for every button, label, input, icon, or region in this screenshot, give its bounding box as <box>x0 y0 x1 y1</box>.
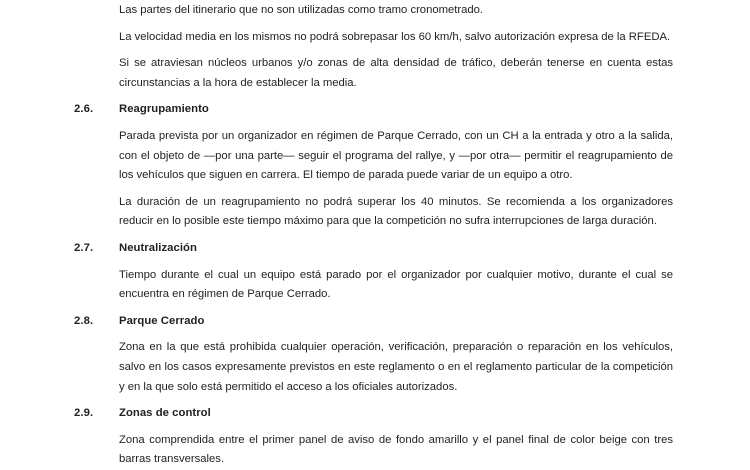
section-heading-neutralizacion <box>0 239 750 259</box>
section-heading-zonas-de-control <box>0 404 750 424</box>
spacer-after-heading <box>0 424 750 431</box>
section-title: Zonas de control <box>119 407 211 420</box>
spacer-before-heading <box>0 397 750 404</box>
section-title: Parque Cerrado <box>119 314 205 327</box>
paragraph-neutralizacion-definicion: Tiempo durante el cual un equipo está parado por el organizador por cualquier motivo, durante el cual se encuentra en régimen de Parque Cerrado. <box>119 268 673 301</box>
section-number: 2.7. <box>74 241 94 254</box>
paragraph-parada-prevista: Parada prevista por un organizador en régimen de Parque Cerrado, con un CH a la entrada y otro a la salida, con el objeto de —por una parte— seguir el programa del rallye, y —por otra— permitir el reagrupamiento de los vehículos que siguen en carrera. El tiempo de parada puede variar de un equipo a otro. <box>119 129 673 182</box>
paragraph-velocidad-media: La velocidad media en los mismos no podrá sobrepasar los 60 km/h, salvo autorización expresa de la RFEDA. <box>119 30 671 43</box>
section-heading-parque-cerrado <box>0 312 750 332</box>
section-heading-reagrupamiento <box>0 100 750 120</box>
paragraph-zonas-control-definicion: Zona comprendida entre el primer panel de aviso de fondo amarillo y el panel final de color beige con tres barras transversales. <box>119 433 673 466</box>
paragraph-nucleos-urbanos: Si se atraviesan núcleos urbanos y/o zonas de alta densidad de tráfico, deberán tenerse en cuenta estas circunstancias a la hora de establecer la media. <box>119 57 673 89</box>
paragraph-parque-cerrado-definicion: Zona en la que está prohibida cualquier operación, verificación, preparación o reparación en los vehículos, salvo en los casos expresamente previstos en este reglamento o en el reglamento particular de la competición y en la que solo está permitido el acceso a los oficiales autorizados. <box>119 341 673 393</box>
spacer-before-heading <box>0 305 750 312</box>
paragraph-duracion-reagrupamiento: La duración de un reagrupamiento no podrá superar los 40 minutos. Se recomienda a los organizadores reducir en lo posible este tiempo máximo para que la competición no sufra interrupciones de larga duración. <box>119 195 673 228</box>
paragraph-tramo-cronometrado: Las partes del itinerario que no son utilizadas como tramo cronometrado. <box>119 4 484 16</box>
section-number: 2.6. <box>74 103 94 116</box>
spacer-between-paragraphs <box>0 21 750 28</box>
section-title: Reagrupamiento <box>119 103 209 116</box>
spacer-after-heading <box>0 120 750 127</box>
spacer-between-paragraphs <box>0 47 750 54</box>
section-title: Neutralización <box>119 241 197 254</box>
spacer-after-heading <box>0 331 750 338</box>
spacer-between-paragraphs <box>0 186 750 193</box>
spacer-before-heading <box>0 93 750 100</box>
section-number: 2.8. <box>74 314 94 327</box>
spacer-before-heading <box>0 232 750 239</box>
spacer-after-heading <box>0 259 750 266</box>
section-number: 2.9. <box>74 407 94 420</box>
